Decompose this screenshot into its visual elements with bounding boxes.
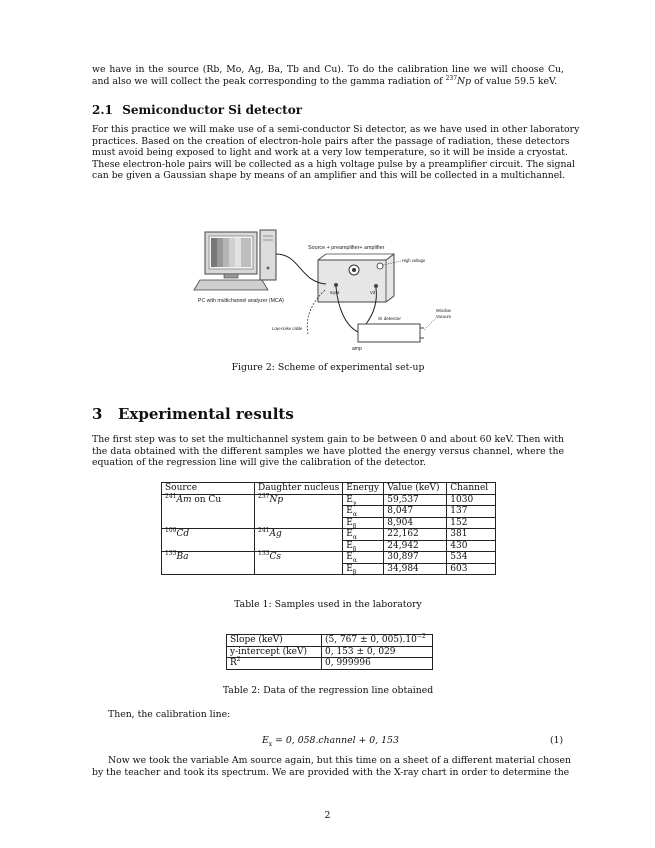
t1-source-ba [162, 552, 255, 575]
s3-line: The first step was to set the multichannel system gain to be between 0 and about 60 keV. Then with [92, 434, 564, 445]
s3-line: equation of the regression line will give the calibration of the detector. [92, 457, 427, 469]
intro-line-2-post: of value 59.5 keV. [471, 75, 558, 87]
t1-energy-sub: α [352, 556, 357, 564]
table-1-samples [161, 482, 496, 575]
t1-source-iso: Am [176, 494, 192, 505]
pc-label: PC with multichannel analyzer (MCA) [198, 298, 284, 304]
t1-daughter-sup: 133 [258, 550, 270, 557]
t1-energy-e: E [346, 506, 353, 516]
equation-number: (1) [550, 735, 564, 746]
t1-energy-e: E [346, 517, 353, 528]
lownoise-label: Low-noise cable [272, 326, 303, 331]
s21-line: practices. Based on the creation of electron-hole pairs after the passage of radiation, these detectors [92, 135, 570, 147]
closing-line-2: by the teacher and took its spectrum. We are provided with the X-ray chart in order to determine the [92, 766, 570, 778]
t1-channel: 534 [447, 552, 496, 564]
closing-line-1: Now we took the variable Am source again, but this time on a sheet of a different material chosen [108, 755, 571, 766]
t1-channel: 152 [447, 517, 496, 529]
t1-header: Channel [447, 483, 496, 495]
t1-energy-sub: γ [352, 499, 357, 507]
t2-slope-label: Slope (keV) [227, 635, 322, 647]
t1-source-am [162, 494, 255, 529]
table-row [162, 529, 496, 541]
closing-paragraph [92, 755, 571, 778]
t1-value: 34,984 [384, 563, 447, 575]
intro-paragraph [92, 64, 564, 87]
window-label: Window [436, 308, 451, 313]
t1-daughter-np [255, 494, 343, 529]
vd-connector [374, 284, 378, 288]
t1-energy [343, 563, 384, 575]
high-voltage-label: High voltage [402, 258, 426, 263]
t1-value: 59,537 [384, 494, 447, 506]
t1-channel: 137 [447, 506, 496, 518]
t1-energy-sub: β [352, 545, 357, 553]
t2-slope-exp: −2 [416, 633, 426, 640]
t1-daughter-iso: Cs [269, 552, 281, 562]
t1-source-post: on Cu [191, 494, 222, 505]
t1-source-iso: Ba [176, 552, 189, 562]
intro-line-2 [92, 76, 564, 88]
t1-channel: 381 [447, 529, 496, 541]
calibration-intro [108, 709, 564, 721]
section-2-1-heading [92, 103, 302, 117]
t1-source-cd [162, 529, 255, 552]
si-detector [358, 324, 420, 342]
intro-line-2-pre: and also we will collect the peak corresponding to the gamma radiation of [92, 75, 446, 87]
calibration-equation [262, 735, 399, 746]
t1-header: Daughter nucleus [255, 483, 343, 495]
table-row [162, 494, 496, 506]
t1-daughter-ag [255, 529, 343, 552]
figure-2-setup-diagram [190, 224, 470, 354]
t1-value: 8,904 [384, 517, 447, 529]
section-2-1-number: 2.1 [92, 103, 113, 117]
section-3-title: Experimental results [118, 405, 294, 423]
s21-line: These electron-hole pairs will be collected as a high voltage pulse by a preamplifier circuit. The signal [92, 158, 575, 170]
t1-energy [343, 517, 384, 529]
table-1-caption: Table 1: Samples used in the laboratory [234, 599, 422, 610]
t2-r2-value: 0, 999996 [322, 658, 433, 670]
t1-channel: 603 [447, 563, 496, 575]
amp-label: amp [352, 346, 362, 352]
section-2-1-paragraph [92, 124, 580, 182]
t1-energy [343, 552, 384, 564]
t1-energy-e: E [346, 563, 353, 574]
t1-source-sup: 241 [165, 492, 177, 500]
t2-r2-base: R [230, 658, 237, 668]
t1-energy-sub: β [352, 522, 357, 530]
t1-energy-e: E [346, 494, 353, 505]
t1-header: Value (keV) [384, 483, 447, 495]
t1-energy [343, 494, 384, 506]
t1-energy-sub: β [352, 568, 357, 576]
eq-lhs: E [262, 735, 269, 746]
t1-energy-e: E [346, 529, 353, 539]
section-3-number: 3 [92, 405, 103, 423]
intro-line-1: we have in the source (Rb, Mo, Ag, Ba, Tb and Cu). To do the calibration line we will choose Cu, [92, 64, 564, 75]
np-symbol: Np [457, 75, 472, 87]
figure-2-caption: Figure 2: Scheme of experimental set-up [231, 362, 425, 373]
t2-slope-value [322, 635, 433, 647]
preamp-label: Source + preamplifier+ amplifier [308, 245, 385, 251]
t1-source-iso: Cd [176, 529, 190, 539]
np-mass-number: 237 [445, 74, 458, 82]
table-row [227, 646, 433, 658]
t2-r2-sup: 2 [236, 656, 241, 663]
vd-label: Vd [370, 290, 376, 295]
t1-source-sup: 133 [165, 550, 177, 557]
t1-channel: 1030 [447, 494, 496, 506]
t1-daughter-iso: Np [269, 494, 284, 505]
t2-slope-mantissa: (5, 767 ± 0, 005).10 [325, 635, 417, 645]
t1-header: Energy [343, 483, 384, 495]
t1-daughter-sup: 237 [258, 492, 270, 500]
table-1-header-row [162, 483, 496, 495]
hv-knob [377, 263, 383, 269]
si-detector-label: Si detector [378, 317, 401, 322]
s21-line: can be given a Gaussian shape by means of an amplifier and this will be collected in a multichannel. [92, 170, 566, 182]
t1-energy [343, 506, 384, 518]
table-row [227, 658, 433, 670]
t1-daughter-cs [255, 552, 343, 575]
t1-energy-e: E [346, 552, 353, 562]
table-row [162, 552, 496, 564]
table-row [227, 635, 433, 647]
t1-source-sup: 109 [165, 527, 177, 534]
eq-sub: x [268, 740, 273, 748]
section-3-paragraph [92, 434, 564, 469]
window-label-2: Vacuum [436, 314, 452, 319]
t1-energy-e: E [346, 540, 353, 551]
t2-intercept-label: y-intercept (keV) [227, 646, 322, 658]
calibration-intro-text: Then, the calibration line: [108, 709, 231, 720]
t1-daughter-sup: 241 [258, 527, 270, 534]
t1-value: 24,942 [384, 540, 447, 552]
page-number: 2 [324, 810, 331, 821]
input-connector [334, 283, 338, 287]
input-label: Input [330, 290, 340, 295]
section-2-1-title: Semiconductor Si detector [122, 103, 303, 117]
t1-channel: 430 [447, 540, 496, 552]
t1-value: 30,897 [384, 552, 447, 564]
t2-r2-label [227, 658, 322, 670]
t1-energy [343, 540, 384, 552]
pc-keyboard [194, 280, 268, 290]
table-2-regression [226, 634, 433, 670]
t1-header: Source [162, 483, 255, 495]
section-3-heading [92, 405, 294, 423]
t2-intercept-value: 0, 153 ± 0, 029 [322, 646, 433, 658]
pc-tower [260, 230, 276, 280]
s21-line: must avoid being exposed to light and work at a very low temperature, so it will be inside a cryostat. [92, 147, 568, 159]
t1-energy [343, 529, 384, 541]
t1-energy-sub: α [352, 533, 357, 541]
s21-line: For this practice we will make use of a semi-conductor Si detector, as we have used in other laboratory [92, 124, 580, 135]
t1-value: 8,047 [384, 506, 447, 518]
eq-rhs: = 0, 058.channel + 0, 153 [272, 735, 399, 746]
t1-value: 22,162 [384, 529, 447, 541]
table-2-caption: Table 2: Data of the regression line obtained [222, 685, 434, 696]
s3-line: the data obtained with the different samples we have plotted the energy versus channel, where the [92, 445, 564, 457]
t1-energy-sub: α [352, 510, 357, 518]
t1-daughter-iso: Ag [269, 529, 282, 539]
